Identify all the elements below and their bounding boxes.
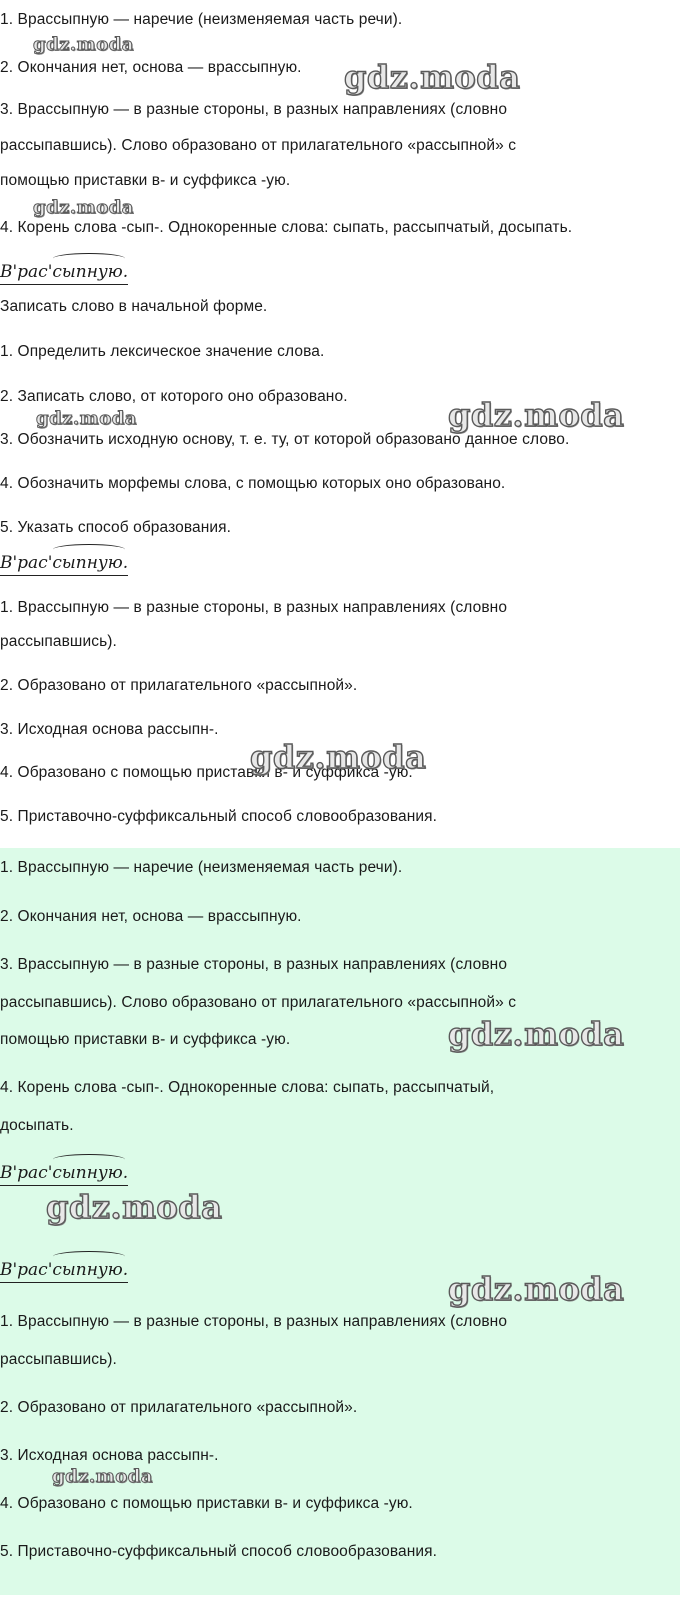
text-line: помощью приставки в- и суффикса -ую.: [0, 1031, 291, 1048]
watermark-logo: gdz.moda: [448, 396, 625, 434]
root-arc: [53, 1251, 125, 1262]
watermark-logo: gdz.moda: [36, 408, 137, 429]
formula-text: В'рас'сыпную.: [0, 1163, 129, 1183]
text-line: 3. Врассыпную — в разные стороны, в разных направлениях (словно: [0, 101, 508, 118]
morpheme-formula: [0, 1260, 128, 1283]
text-line: рассыпавшись).: [0, 1351, 117, 1368]
text-line: 1. Врассыпную — в разные стороны, в разных направлениях (словно: [0, 1313, 508, 1330]
text-line: 4. Образовано с помощью приставки в- и суффикса -ую.: [0, 764, 413, 781]
formula-text: В'рас'сыпную.: [0, 1260, 129, 1280]
text-line: 3. Исходная основа рассыпн-.: [0, 1447, 219, 1464]
watermark-logo: gdz.moda: [448, 1015, 625, 1053]
watermark-logo: gdz.moda: [33, 197, 134, 218]
text-line: 3. Исходная основа рассыпн-.: [0, 721, 219, 738]
root-arc: [53, 253, 125, 264]
text-line: 2. Образовано от прилагательного «рассыпной».: [0, 1399, 358, 1416]
text-line: 3. Обозначить исходную основу, т. е. ту, от которой образовано данное слово.: [0, 431, 570, 448]
text-line: 1. Врассыпную — в разные стороны, в разных направлениях (словно: [0, 599, 508, 616]
text-line: 1. Врассыпную — наречие (неизменяемая часть речи).: [0, 859, 403, 876]
text-line: 3. Врассыпную — в разные стороны, в разных направлениях (словно: [0, 956, 508, 973]
text-line: 4. Корень слова -сып-. Однокоренные слова: сыпать, рассыпчатый, досыпать.: [0, 219, 573, 236]
root-arc: [53, 1154, 125, 1165]
formula-text: В'рас'сыпную.: [0, 262, 129, 282]
watermark-logo: gdz.moda: [250, 738, 427, 776]
text-line: 4. Корень слова -сып-. Однокоренные слова: сыпать, рассыпчатый,: [0, 1079, 495, 1096]
text-line: 1. Определить лексическое значение слова.: [0, 343, 325, 360]
morpheme-formula: [0, 262, 128, 285]
text-line: досыпать.: [0, 1117, 74, 1134]
watermark-logo: gdz.moda: [344, 58, 521, 96]
text-line: 5. Указать способ образования.: [0, 519, 232, 536]
text-line: 4. Обозначить морфемы слова, с помощью которых оно образовано.: [0, 475, 506, 492]
watermark-logo: gdz.moda: [33, 34, 134, 55]
morpheme-formula: [0, 1163, 128, 1186]
morpheme-formula: [0, 553, 128, 576]
text-line: рассыпавшись). Слово образовано от прилагательного «рассыпной» с: [0, 994, 517, 1011]
root-arc: [53, 544, 125, 555]
text-line: 5. Приставочно-суффиксальный способ словообразования.: [0, 808, 438, 825]
watermark-logo: gdz.moda: [46, 1188, 223, 1226]
text-line: Записать слово в начальной форме.: [0, 298, 268, 315]
text-line: 2. Окончания нет, основа — врассыпную.: [0, 59, 302, 76]
text-line: 2. Образовано от прилагательного «рассыпной».: [0, 677, 358, 694]
formula-text: В'рас'сыпную.: [0, 553, 129, 573]
watermark-logo: gdz.moda: [52, 1466, 153, 1487]
text-line: рассыпавшись).: [0, 633, 117, 650]
text-line: 5. Приставочно-суффиксальный способ словообразования.: [0, 1543, 438, 1560]
watermark-logo: gdz.moda: [448, 1270, 625, 1308]
text-line: рассыпавшись). Слово образовано от прилагательного «рассыпной» с: [0, 137, 517, 154]
text-line: помощью приставки в- и суффикса -ую.: [0, 172, 291, 189]
text-line: 2. Окончания нет, основа — врассыпную.: [0, 908, 302, 925]
text-line: 1. Врассыпную — наречие (неизменяемая часть речи).: [0, 11, 403, 28]
text-line: 4. Образовано с помощью приставки в- и суффикса -ую.: [0, 1495, 413, 1512]
text-line: 2. Записать слово, от которого оно образовано.: [0, 388, 348, 405]
